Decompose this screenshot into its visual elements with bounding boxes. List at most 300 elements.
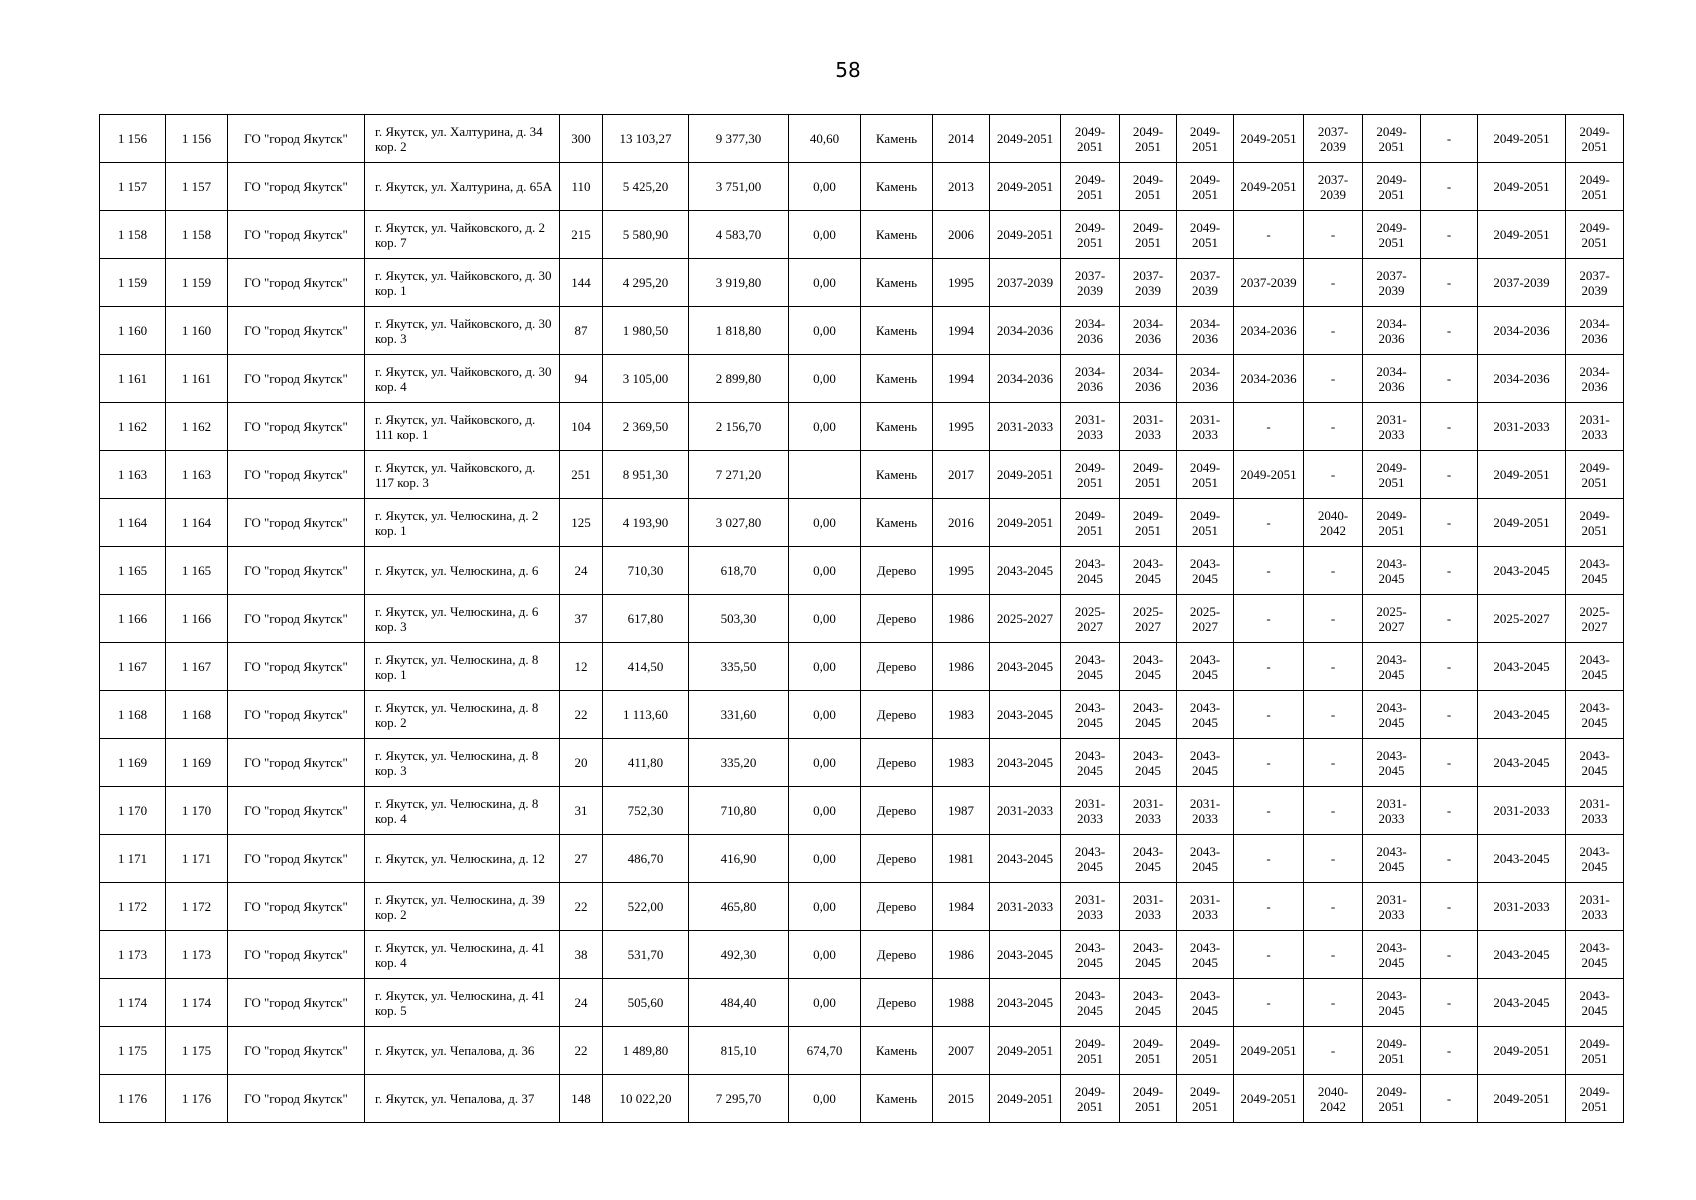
- cell-period-2: 2043-2045: [1061, 931, 1120, 979]
- cell-municipality: ГО "город Якутск": [228, 931, 365, 979]
- cell-registry-number: 1 156: [166, 115, 228, 163]
- cell-total-area: 710,30: [603, 547, 689, 595]
- cell-period-3: 2037-2039: [1120, 259, 1177, 307]
- cell-registry-number: 1 159: [166, 259, 228, 307]
- cell-nonresidential-area: 0,00: [789, 163, 861, 211]
- cell-municipality: ГО "город Якутск": [228, 883, 365, 931]
- cell-period-4: 2031-2033: [1177, 883, 1234, 931]
- cell-period-3: 2049-2051: [1120, 1027, 1177, 1075]
- cell-total-area: 414,50: [603, 643, 689, 691]
- cell-period-1: 2043-2045: [990, 691, 1061, 739]
- cell-period-10: 2034-2036: [1566, 307, 1624, 355]
- cell-living-area: 416,90: [689, 835, 789, 883]
- cell-period-8: -: [1421, 1075, 1478, 1123]
- cell-municipality: ГО "город Якутск": [228, 307, 365, 355]
- cell-period-4: 2043-2045: [1177, 979, 1234, 1027]
- cell-living-area: 7 271,20: [689, 451, 789, 499]
- cell-period-5: 2034-2036: [1234, 307, 1304, 355]
- cell-period-7: 2049-2051: [1363, 115, 1421, 163]
- cell-total-area: 1 113,60: [603, 691, 689, 739]
- cell-nonresidential-area: 0,00: [789, 835, 861, 883]
- cell-living-area: 7 295,70: [689, 1075, 789, 1123]
- cell-period-1: 2025-2027: [990, 595, 1061, 643]
- cell-nonresidential-area: 0,00: [789, 883, 861, 931]
- cell-wall-material: Дерево: [861, 835, 933, 883]
- table-row: [100, 259, 1624, 307]
- cell-period-6: -: [1304, 787, 1363, 835]
- cell-municipality: ГО "город Якутск": [228, 595, 365, 643]
- cell-period-8: -: [1421, 547, 1478, 595]
- cell-period-9: 2043-2045: [1478, 547, 1566, 595]
- cell-period-9: 2034-2036: [1478, 355, 1566, 403]
- cell-period-3: 2049-2051: [1120, 163, 1177, 211]
- cell-period-9: 2049-2051: [1478, 115, 1566, 163]
- cell-period-8: -: [1421, 835, 1478, 883]
- cell-period-4: 2025-2027: [1177, 595, 1234, 643]
- cell-address: г. Якутск, ул. Чайковского, д. 117 кор. 3: [365, 451, 560, 499]
- cell-period-2: 2049-2051: [1061, 1075, 1120, 1123]
- cell-period-9: 2049-2051: [1478, 1075, 1566, 1123]
- cell-period-8: -: [1421, 931, 1478, 979]
- cell-period-6: -: [1304, 835, 1363, 883]
- cell-address: г. Якутск, ул. Челюскина, д. 8 кор. 3: [365, 739, 560, 787]
- cell-period-4: 2049-2051: [1177, 1027, 1234, 1075]
- cell-municipality: ГО "город Якутск": [228, 739, 365, 787]
- cell-residents-count: 22: [560, 883, 603, 931]
- cell-period-9: 2049-2051: [1478, 211, 1566, 259]
- cell-residents-count: 300: [560, 115, 603, 163]
- cell-period-1: 2049-2051: [990, 1075, 1061, 1123]
- cell-period-6: 2037-2039: [1304, 115, 1363, 163]
- cell-wall-material: Дерево: [861, 547, 933, 595]
- cell-wall-material: Дерево: [861, 643, 933, 691]
- cell-period-10: 2049-2051: [1566, 499, 1624, 547]
- cell-nonresidential-area: 0,00: [789, 595, 861, 643]
- cell-period-8: -: [1421, 595, 1478, 643]
- cell-year-built: 1995: [933, 403, 990, 451]
- cell-registry-number: 1 160: [166, 307, 228, 355]
- cell-period-6: 2037-2039: [1304, 163, 1363, 211]
- cell-period-3: 2043-2045: [1120, 691, 1177, 739]
- cell-nonresidential-area: 0,00: [789, 499, 861, 547]
- cell-period-6: -: [1304, 307, 1363, 355]
- cell-living-area: 3 027,80: [689, 499, 789, 547]
- cell-residents-count: 251: [560, 451, 603, 499]
- cell-period-6: -: [1304, 643, 1363, 691]
- cell-period-10: 2031-2033: [1566, 883, 1624, 931]
- cell-period-7: 2031-2033: [1363, 787, 1421, 835]
- cell-period-5: -: [1234, 595, 1304, 643]
- table-row: [100, 307, 1624, 355]
- table-row: [100, 163, 1624, 211]
- cell-period-3: 2049-2051: [1120, 211, 1177, 259]
- cell-total-area: 10 022,20: [603, 1075, 689, 1123]
- cell-period-5: -: [1234, 499, 1304, 547]
- cell-period-4: 2043-2045: [1177, 691, 1234, 739]
- cell-period-2: 2031-2033: [1061, 883, 1120, 931]
- cell-period-4: 2049-2051: [1177, 1075, 1234, 1123]
- cell-residents-count: 24: [560, 979, 603, 1027]
- cell-period-3: 2043-2045: [1120, 739, 1177, 787]
- cell-year-built: 1986: [933, 643, 990, 691]
- cell-address: г. Якутск, ул. Челюскина, д. 6 кор. 3: [365, 595, 560, 643]
- cell-municipality: ГО "город Якутск": [228, 1075, 365, 1123]
- cell-period-7: 2043-2045: [1363, 643, 1421, 691]
- cell-living-area: 618,70: [689, 547, 789, 595]
- cell-residents-count: 24: [560, 547, 603, 595]
- cell-period-5: -: [1234, 787, 1304, 835]
- cell-period-7: 2034-2036: [1363, 355, 1421, 403]
- cell-period-10: 2049-2051: [1566, 211, 1624, 259]
- cell-year-built: 1983: [933, 739, 990, 787]
- cell-period-10: 2049-2051: [1566, 115, 1624, 163]
- cell-period-8: -: [1421, 355, 1478, 403]
- cell-period-8: -: [1421, 739, 1478, 787]
- cell-wall-material: Камень: [861, 355, 933, 403]
- cell-nonresidential-area: 674,70: [789, 1027, 861, 1075]
- cell-period-5: -: [1234, 931, 1304, 979]
- cell-period-1: 2049-2051: [990, 115, 1061, 163]
- cell-municipality: ГО "город Якутск": [228, 259, 365, 307]
- cell-period-7: 2043-2045: [1363, 931, 1421, 979]
- cell-period-7: 2043-2045: [1363, 547, 1421, 595]
- cell-row-number: 1 160: [100, 307, 166, 355]
- cell-nonresidential-area: 0,00: [789, 739, 861, 787]
- cell-period-10: 2049-2051: [1566, 1027, 1624, 1075]
- cell-total-area: 752,30: [603, 787, 689, 835]
- cell-period-4: 2031-2033: [1177, 403, 1234, 451]
- cell-period-5: -: [1234, 403, 1304, 451]
- cell-total-area: 4 193,90: [603, 499, 689, 547]
- cell-address: г. Якутск, ул. Челюскина, д. 8 кор. 1: [365, 643, 560, 691]
- cell-living-area: 3 751,00: [689, 163, 789, 211]
- cell-period-3: 2049-2051: [1120, 499, 1177, 547]
- cell-address: г. Якутск, ул. Челюскина, д. 8 кор. 4: [365, 787, 560, 835]
- cell-period-5: 2049-2051: [1234, 1075, 1304, 1123]
- cell-period-3: 2031-2033: [1120, 403, 1177, 451]
- cell-living-area: 2 156,70: [689, 403, 789, 451]
- cell-period-10: 2049-2051: [1566, 163, 1624, 211]
- cell-period-8: -: [1421, 979, 1478, 1027]
- cell-address: г. Якутск, ул. Челюскина, д. 6: [365, 547, 560, 595]
- cell-period-5: 2049-2051: [1234, 1027, 1304, 1075]
- cell-period-7: 2049-2051: [1363, 451, 1421, 499]
- cell-period-7: 2049-2051: [1363, 1027, 1421, 1075]
- cell-address: г. Якутск, ул. Чайковского, д. 30 кор. 4: [365, 355, 560, 403]
- table-row: [100, 931, 1624, 979]
- cell-period-10: 2037-2039: [1566, 259, 1624, 307]
- cell-period-1: 2034-2036: [990, 355, 1061, 403]
- cell-period-8: -: [1421, 307, 1478, 355]
- cell-residents-count: 38: [560, 931, 603, 979]
- cell-wall-material: Камень: [861, 211, 933, 259]
- cell-nonresidential-area: 0,00: [789, 259, 861, 307]
- cell-period-1: 2043-2045: [990, 643, 1061, 691]
- cell-period-9: 2049-2051: [1478, 1027, 1566, 1075]
- cell-period-9: 2049-2051: [1478, 163, 1566, 211]
- table-row: [100, 451, 1624, 499]
- cell-period-1: 2043-2045: [990, 835, 1061, 883]
- cell-period-10: 2043-2045: [1566, 547, 1624, 595]
- cell-municipality: ГО "город Якутск": [228, 1027, 365, 1075]
- cell-address: г. Якутск, ул. Челюскина, д. 12: [365, 835, 560, 883]
- cell-municipality: ГО "город Якутск": [228, 163, 365, 211]
- cell-period-6: -: [1304, 595, 1363, 643]
- cell-period-5: -: [1234, 211, 1304, 259]
- cell-year-built: 2015: [933, 1075, 990, 1123]
- cell-period-6: -: [1304, 979, 1363, 1027]
- cell-municipality: ГО "город Якутск": [228, 451, 365, 499]
- cell-registry-number: 1 165: [166, 547, 228, 595]
- cell-municipality: ГО "город Якутск": [228, 115, 365, 163]
- cell-period-6: -: [1304, 931, 1363, 979]
- cell-period-9: 2043-2045: [1478, 691, 1566, 739]
- cell-period-1: 2049-2051: [990, 211, 1061, 259]
- cell-total-area: 505,60: [603, 979, 689, 1027]
- cell-period-7: 2049-2051: [1363, 499, 1421, 547]
- cell-registry-number: 1 175: [166, 1027, 228, 1075]
- cell-registry-number: 1 169: [166, 739, 228, 787]
- cell-wall-material: Камень: [861, 1075, 933, 1123]
- cell-total-area: 5 580,90: [603, 211, 689, 259]
- cell-residents-count: 12: [560, 643, 603, 691]
- cell-period-8: -: [1421, 163, 1478, 211]
- cell-period-8: -: [1421, 883, 1478, 931]
- cell-period-2: 2049-2051: [1061, 211, 1120, 259]
- cell-period-3: 2031-2033: [1120, 787, 1177, 835]
- cell-row-number: 1 175: [100, 1027, 166, 1075]
- table-row: [100, 883, 1624, 931]
- cell-living-area: 335,20: [689, 739, 789, 787]
- cell-period-3: 2043-2045: [1120, 979, 1177, 1027]
- cell-period-2: 2049-2051: [1061, 499, 1120, 547]
- cell-period-7: 2049-2051: [1363, 1075, 1421, 1123]
- cell-row-number: 1 159: [100, 259, 166, 307]
- cell-period-2: 2043-2045: [1061, 547, 1120, 595]
- table-row: [100, 691, 1624, 739]
- cell-living-area: 1 818,80: [689, 307, 789, 355]
- page-number: 58: [835, 58, 861, 82]
- cell-year-built: 1994: [933, 355, 990, 403]
- cell-period-8: -: [1421, 259, 1478, 307]
- cell-registry-number: 1 162: [166, 403, 228, 451]
- cell-period-5: -: [1234, 979, 1304, 1027]
- cell-period-4: 2043-2045: [1177, 931, 1234, 979]
- cell-period-5: -: [1234, 643, 1304, 691]
- cell-address: г. Якутск, ул. Челюскина, д. 41 кор. 5: [365, 979, 560, 1027]
- cell-period-8: -: [1421, 643, 1478, 691]
- cell-registry-number: 1 163: [166, 451, 228, 499]
- cell-period-2: 2031-2033: [1061, 403, 1120, 451]
- cell-period-8: -: [1421, 403, 1478, 451]
- cell-period-6: 2040-2042: [1304, 499, 1363, 547]
- cell-nonresidential-area: 0,00: [789, 355, 861, 403]
- table-row: [100, 643, 1624, 691]
- cell-wall-material: Дерево: [861, 691, 933, 739]
- cell-row-number: 1 164: [100, 499, 166, 547]
- cell-period-6: -: [1304, 1027, 1363, 1075]
- cell-period-1: 2043-2045: [990, 739, 1061, 787]
- table-row: [100, 547, 1624, 595]
- cell-wall-material: Камень: [861, 259, 933, 307]
- cell-year-built: 1987: [933, 787, 990, 835]
- cell-nonresidential-area: 0,00: [789, 787, 861, 835]
- cell-period-10: 2049-2051: [1566, 451, 1624, 499]
- cell-period-2: 2025-2027: [1061, 595, 1120, 643]
- cell-period-4: 2031-2033: [1177, 787, 1234, 835]
- cell-period-1: 2049-2051: [990, 499, 1061, 547]
- table-row: [100, 211, 1624, 259]
- cell-period-3: 2043-2045: [1120, 931, 1177, 979]
- cell-registry-number: 1 164: [166, 499, 228, 547]
- cell-year-built: 1988: [933, 979, 990, 1027]
- cell-year-built: 1981: [933, 835, 990, 883]
- cell-period-4: 2049-2051: [1177, 499, 1234, 547]
- table-body: [100, 115, 1624, 1123]
- cell-period-8: -: [1421, 787, 1478, 835]
- cell-residents-count: 87: [560, 307, 603, 355]
- cell-period-9: 2034-2036: [1478, 307, 1566, 355]
- cell-address: г. Якутск, ул. Челюскина, д. 41 кор. 4: [365, 931, 560, 979]
- cell-living-area: 484,40: [689, 979, 789, 1027]
- cell-wall-material: Камень: [861, 403, 933, 451]
- cell-period-6: -: [1304, 403, 1363, 451]
- cell-period-2: 2043-2045: [1061, 739, 1120, 787]
- cell-period-4: 2049-2051: [1177, 211, 1234, 259]
- cell-row-number: 1 167: [100, 643, 166, 691]
- cell-period-2: 2049-2051: [1061, 1027, 1120, 1075]
- cell-registry-number: 1 166: [166, 595, 228, 643]
- cell-period-4: 2034-2036: [1177, 307, 1234, 355]
- cell-registry-number: 1 170: [166, 787, 228, 835]
- cell-registry-number: 1 167: [166, 643, 228, 691]
- cell-period-6: -: [1304, 691, 1363, 739]
- table-row: [100, 499, 1624, 547]
- table-row: [100, 403, 1624, 451]
- cell-period-8: -: [1421, 1027, 1478, 1075]
- cell-row-number: 1 156: [100, 115, 166, 163]
- cell-municipality: ГО "город Якутск": [228, 355, 365, 403]
- cell-wall-material: Камень: [861, 499, 933, 547]
- cell-address: г. Якутск, ул. Чайковского, д. 30 кор. 3: [365, 307, 560, 355]
- cell-period-1: 2043-2045: [990, 931, 1061, 979]
- cell-nonresidential-area: [789, 451, 861, 499]
- cell-year-built: 1995: [933, 259, 990, 307]
- cell-nonresidential-area: 40,60: [789, 115, 861, 163]
- cell-nonresidential-area: 0,00: [789, 691, 861, 739]
- cell-period-4: 2043-2045: [1177, 643, 1234, 691]
- cell-period-8: -: [1421, 499, 1478, 547]
- cell-row-number: 1 174: [100, 979, 166, 1027]
- cell-year-built: 2014: [933, 115, 990, 163]
- cell-period-9: 2043-2045: [1478, 835, 1566, 883]
- cell-municipality: ГО "город Якутск": [228, 547, 365, 595]
- cell-year-built: 1986: [933, 931, 990, 979]
- cell-living-area: 503,30: [689, 595, 789, 643]
- cell-wall-material: Камень: [861, 451, 933, 499]
- cell-municipality: ГО "город Якутск": [228, 499, 365, 547]
- cell-nonresidential-area: 0,00: [789, 1075, 861, 1123]
- cell-period-3: 2043-2045: [1120, 835, 1177, 883]
- cell-period-9: 2031-2033: [1478, 403, 1566, 451]
- cell-period-1: 2049-2051: [990, 1027, 1061, 1075]
- table-row: [100, 787, 1624, 835]
- cell-registry-number: 1 174: [166, 979, 228, 1027]
- cell-nonresidential-area: 0,00: [789, 403, 861, 451]
- cell-living-area: 9 377,30: [689, 115, 789, 163]
- cell-period-7: 2043-2045: [1363, 739, 1421, 787]
- cell-period-6: -: [1304, 355, 1363, 403]
- table-row: [100, 835, 1624, 883]
- cell-period-10: 2043-2045: [1566, 691, 1624, 739]
- cell-period-9: 2043-2045: [1478, 643, 1566, 691]
- cell-period-2: 2031-2033: [1061, 787, 1120, 835]
- cell-period-4: 2049-2051: [1177, 451, 1234, 499]
- cell-period-10: 2031-2033: [1566, 787, 1624, 835]
- cell-municipality: ГО "город Якутск": [228, 403, 365, 451]
- cell-total-area: 486,70: [603, 835, 689, 883]
- cell-total-area: 617,80: [603, 595, 689, 643]
- cell-row-number: 1 170: [100, 787, 166, 835]
- cell-period-9: 2043-2045: [1478, 979, 1566, 1027]
- cell-total-area: 8 951,30: [603, 451, 689, 499]
- cell-period-6: -: [1304, 451, 1363, 499]
- cell-registry-number: 1 176: [166, 1075, 228, 1123]
- cell-period-5: 2049-2051: [1234, 115, 1304, 163]
- cell-period-7: 2043-2045: [1363, 979, 1421, 1027]
- cell-municipality: ГО "город Якутск": [228, 211, 365, 259]
- cell-period-2: 2049-2051: [1061, 115, 1120, 163]
- cell-wall-material: Дерево: [861, 883, 933, 931]
- cell-period-10: 2043-2045: [1566, 979, 1624, 1027]
- cell-residents-count: 110: [560, 163, 603, 211]
- cell-municipality: ГО "город Якутск": [228, 691, 365, 739]
- cell-living-area: 815,10: [689, 1027, 789, 1075]
- cell-period-1: 2043-2045: [990, 979, 1061, 1027]
- cell-period-5: -: [1234, 883, 1304, 931]
- cell-living-area: 335,50: [689, 643, 789, 691]
- cell-period-7: 2049-2051: [1363, 163, 1421, 211]
- cell-period-2: 2043-2045: [1061, 835, 1120, 883]
- cell-registry-number: 1 158: [166, 211, 228, 259]
- cell-total-area: 13 103,27: [603, 115, 689, 163]
- cell-residents-count: 31: [560, 787, 603, 835]
- cell-period-1: 2034-2036: [990, 307, 1061, 355]
- cell-period-9: 2037-2039: [1478, 259, 1566, 307]
- cell-period-5: -: [1234, 547, 1304, 595]
- cell-municipality: ГО "город Якутск": [228, 643, 365, 691]
- cell-living-area: 3 919,80: [689, 259, 789, 307]
- cell-residents-count: 22: [560, 691, 603, 739]
- table-row: [100, 739, 1624, 787]
- cell-municipality: ГО "город Якутск": [228, 787, 365, 835]
- cell-period-9: 2031-2033: [1478, 883, 1566, 931]
- cell-total-area: 531,70: [603, 931, 689, 979]
- cell-total-area: 411,80: [603, 739, 689, 787]
- cell-row-number: 1 165: [100, 547, 166, 595]
- cell-nonresidential-area: 0,00: [789, 931, 861, 979]
- cell-total-area: 1 489,80: [603, 1027, 689, 1075]
- cell-period-4: 2043-2045: [1177, 835, 1234, 883]
- cell-period-3: 2034-2036: [1120, 355, 1177, 403]
- cell-period-7: 2031-2033: [1363, 883, 1421, 931]
- table-row: [100, 115, 1624, 163]
- cell-period-2: 2043-2045: [1061, 691, 1120, 739]
- cell-year-built: 1983: [933, 691, 990, 739]
- cell-residents-count: 94: [560, 355, 603, 403]
- cell-residents-count: 37: [560, 595, 603, 643]
- cell-living-area: 2 899,80: [689, 355, 789, 403]
